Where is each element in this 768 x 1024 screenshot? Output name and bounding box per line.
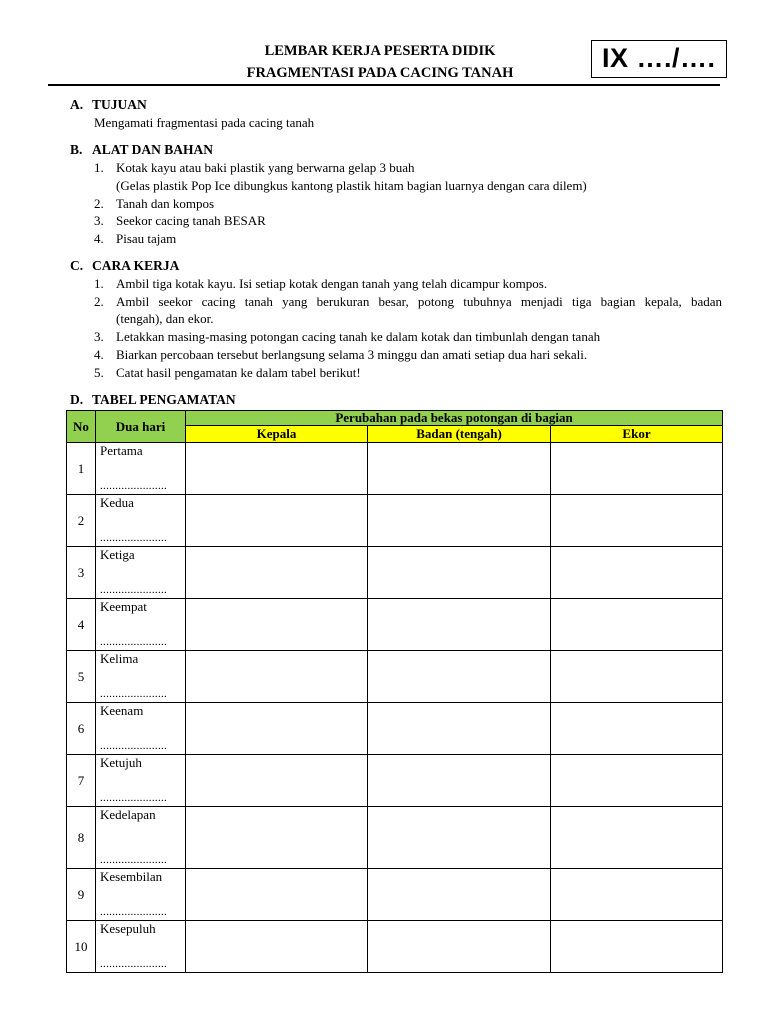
day-label: Keenam	[100, 703, 144, 718]
row-number: 5	[67, 651, 96, 703]
section-title: TABEL PENGAMATAN	[92, 392, 236, 407]
observation-cell-tail	[551, 807, 723, 869]
list-number: 4.	[94, 231, 104, 246]
row-number: 9	[67, 869, 96, 921]
row-number: 2	[67, 495, 96, 547]
list-item: Ambil seekor cacing tanah yang berukuran besar, potong tubuhnya menjadi tiga bagian kepala, badan	[116, 294, 722, 309]
observation-cell-tail	[551, 599, 723, 651]
table-row	[67, 755, 723, 807]
row-number: 8	[67, 807, 96, 869]
column-header-no: No	[67, 411, 96, 443]
table-row	[67, 807, 723, 869]
column-header-head: Kepala	[186, 426, 368, 443]
date-fill-in-blank: ......................	[100, 792, 168, 804]
date-fill-in-blank: ......................	[100, 636, 168, 648]
date-fill-in-blank: ......................	[100, 532, 168, 544]
day-label: Kelima	[100, 651, 139, 666]
day-label: Keempat	[100, 599, 147, 614]
observation-cell-head	[186, 651, 368, 703]
observation-cell-head	[186, 547, 368, 599]
day-cell	[96, 599, 186, 651]
list-number: 2.	[94, 196, 104, 211]
list-item: Pisau tajam	[116, 231, 177, 246]
section-a-heading	[70, 97, 147, 113]
list-number: 3.	[94, 329, 104, 344]
list-item: Kotak kayu atau baki plastik yang berwarna gelap 3 buah	[116, 160, 415, 175]
observation-cell-middle	[368, 755, 551, 807]
row-number: 6	[67, 703, 96, 755]
observation-cell-head	[186, 755, 368, 807]
observation-cell-head	[186, 443, 368, 495]
observation-cell-head	[186, 921, 368, 973]
section-b-heading	[70, 142, 213, 158]
day-cell	[96, 443, 186, 495]
observation-cell-middle	[368, 443, 551, 495]
table-row	[67, 651, 723, 703]
row-number: 7	[67, 755, 96, 807]
observation-cell-tail	[551, 755, 723, 807]
section-title: ALAT DAN BAHAN	[92, 142, 214, 157]
section-letter: A.	[70, 97, 84, 112]
day-cell	[96, 495, 186, 547]
section-letter: C.	[70, 258, 84, 273]
date-fill-in-blank: ......................	[100, 480, 168, 492]
date-fill-in-blank: ......................	[100, 688, 168, 700]
day-label: Kesepuluh	[100, 921, 156, 936]
day-cell	[96, 703, 186, 755]
worksheet-subtitle: FRAGMENTASI PADA CACING TANAH	[246, 65, 514, 81]
observation-cell-middle	[368, 807, 551, 869]
list-item: Biarkan percobaan tersebut berlangsung selama 3 minggu dan amati setiap dua hari sekali.	[116, 347, 588, 362]
observation-cell-head	[186, 869, 368, 921]
observation-cell-middle	[368, 547, 551, 599]
day-label: Kedelapan	[100, 807, 156, 822]
observation-cell-middle	[368, 651, 551, 703]
section-d-heading	[70, 392, 236, 408]
day-cell	[96, 755, 186, 807]
column-header-middle: Badan (tengah)	[368, 426, 551, 443]
list-item: Catat hasil pengamatan ke dalam tabel berikut!	[116, 365, 361, 380]
observation-cell-head	[186, 495, 368, 547]
day-cell	[96, 869, 186, 921]
date-fill-in-blank: ......................	[100, 854, 168, 866]
observation-cell-tail	[551, 547, 723, 599]
date-fill-in-blank: ......................	[100, 584, 168, 596]
observation-cell-middle	[368, 703, 551, 755]
row-number: 10	[67, 921, 96, 973]
day-cell	[96, 807, 186, 869]
section-title: CARA KERJA	[92, 258, 180, 273]
list-number: 1.	[94, 160, 104, 175]
observation-cell-tail	[551, 443, 723, 495]
date-fill-in-blank: ......................	[100, 906, 168, 918]
section-a-text: Mengamati fragmentasi pada cacing tanah	[94, 115, 315, 130]
day-label: Pertama	[100, 443, 143, 458]
observation-cell-tail	[551, 651, 723, 703]
section-c-heading	[70, 258, 179, 274]
list-number: 2.	[94, 294, 104, 309]
list-item: Seekor cacing tanah BESAR	[116, 213, 266, 228]
column-header-tail: Ekor	[551, 426, 723, 443]
header-divider	[48, 84, 720, 86]
table-row	[67, 495, 723, 547]
observation-cell-tail	[551, 869, 723, 921]
row-number: 1	[67, 443, 96, 495]
observation-cell-head	[186, 703, 368, 755]
observation-cell-middle	[368, 599, 551, 651]
group-header: Perubahan pada bekas potongan di bagian	[186, 411, 723, 426]
day-cell	[96, 547, 186, 599]
day-label: Ketujuh	[100, 755, 142, 770]
observation-cell-middle	[368, 921, 551, 973]
list-number: 1.	[94, 276, 104, 291]
day-cell	[96, 921, 186, 973]
observation-cell-tail	[551, 495, 723, 547]
section-letter: D.	[70, 392, 84, 407]
row-number: 4	[67, 599, 96, 651]
observation-cell-middle	[368, 869, 551, 921]
class-code-box: IX …./….	[591, 40, 727, 78]
date-fill-in-blank: ......................	[100, 740, 168, 752]
table-row	[67, 547, 723, 599]
section-title: TUJUAN	[92, 97, 147, 112]
observation-table	[66, 410, 723, 973]
day-label: Kedua	[100, 495, 134, 510]
table-row	[67, 599, 723, 651]
list-item: Ambil tiga kotak kayu. Isi setiap kotak dengan tanah yang telah dicampur kompos.	[116, 276, 548, 291]
table-row	[67, 869, 723, 921]
day-label: Kesembilan	[100, 869, 163, 884]
list-number: 3.	[94, 213, 104, 228]
date-fill-in-blank: ......................	[100, 958, 168, 970]
observation-cell-tail	[551, 703, 723, 755]
table-row	[67, 921, 723, 973]
observation-cell-head	[186, 599, 368, 651]
day-cell	[96, 651, 186, 703]
day-label: Ketiga	[100, 547, 135, 562]
list-item: (Gelas plastik Pop Ice dibungkus kantong plastik hitam bagian luarnya dengan cara dilem)	[116, 178, 587, 193]
section-letter: B.	[70, 142, 83, 157]
row-number: 3	[67, 547, 96, 599]
list-item: Letakkan masing-masing potongan cacing tanah ke dalam kotak dan timbunlah dengan tanah	[116, 329, 601, 344]
worksheet-title: LEMBAR KERJA PESERTA DIDIK	[264, 43, 496, 59]
table-row	[67, 443, 723, 495]
list-item: (tengah), dan ekor.	[116, 311, 214, 326]
column-header-day: Dua hari	[96, 411, 186, 443]
observation-cell-tail	[551, 921, 723, 973]
list-item: Tanah dan kompos	[116, 196, 215, 211]
list-number: 4.	[94, 347, 104, 362]
observation-cell-middle	[368, 495, 551, 547]
observation-cell-head	[186, 807, 368, 869]
table-row	[67, 703, 723, 755]
list-number: 5.	[94, 365, 104, 380]
